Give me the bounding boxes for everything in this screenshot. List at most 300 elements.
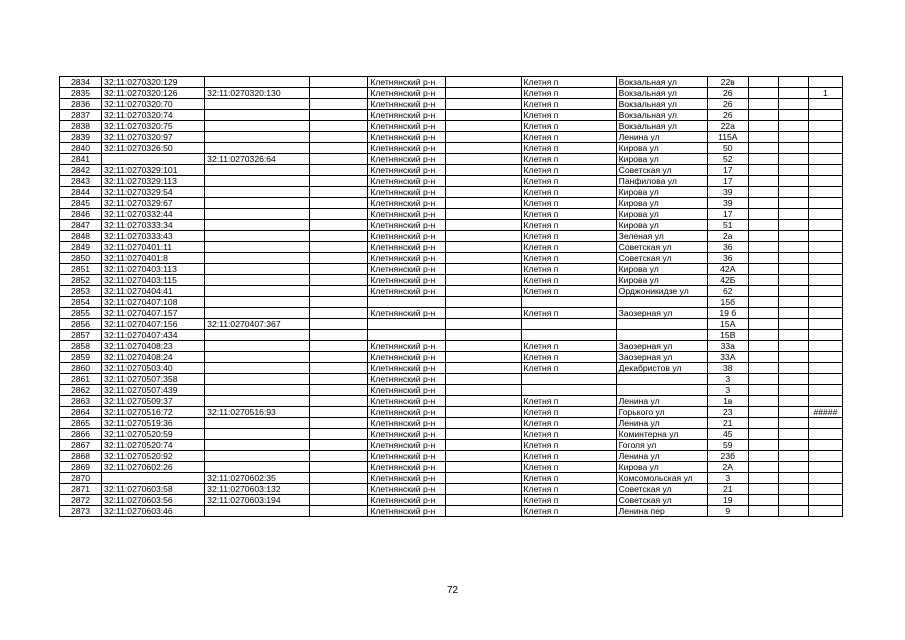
empty-cell <box>446 187 521 198</box>
row-number-cell: 2845 <box>60 198 102 209</box>
empty-cell <box>446 143 521 154</box>
empty-cell <box>778 242 808 253</box>
extra-value-cell <box>808 286 842 297</box>
house-number-cell: 42Б <box>707 275 748 286</box>
row-number-cell: 2842 <box>60 165 102 176</box>
linked-cadastral-number-cell <box>205 242 310 253</box>
street-cell <box>616 330 707 341</box>
linked-cadastral-number-cell <box>205 396 310 407</box>
district-cell: Клетнянский р-н <box>368 473 446 484</box>
empty-cell <box>778 429 808 440</box>
cadastral-number-cell: 32:11:0270404:41 <box>102 286 205 297</box>
empty-cell <box>446 264 521 275</box>
table-row <box>60 495 843 506</box>
linked-cadastral-number-cell <box>205 418 310 429</box>
empty-cell <box>748 242 778 253</box>
empty-cell <box>778 440 808 451</box>
empty-cell <box>748 319 778 330</box>
empty-cell <box>748 330 778 341</box>
empty-cell <box>778 231 808 242</box>
house-number-cell: 115А <box>707 132 748 143</box>
empty-cell <box>310 231 368 242</box>
street-cell <box>616 374 707 385</box>
house-number-cell: 33А <box>707 352 748 363</box>
table-row <box>60 88 843 99</box>
house-number-cell: 19 <box>707 495 748 506</box>
street-cell: Коминтерна ул <box>616 429 707 440</box>
empty-cell <box>310 297 368 308</box>
house-number-cell: 26 <box>707 110 748 121</box>
empty-cell <box>446 275 521 286</box>
street-cell: Заозерная ул <box>616 341 707 352</box>
row-number-cell: 2847 <box>60 220 102 231</box>
district-cell: Клетнянский р-н <box>368 165 446 176</box>
street-cell: Зеленая ул <box>616 231 707 242</box>
locality-cell: Клетня п <box>521 198 616 209</box>
extra-value-cell <box>808 330 842 341</box>
street-cell: Панфилова ул <box>616 176 707 187</box>
district-cell: Клетнянский р-н <box>368 385 446 396</box>
house-number-cell: 9 <box>707 506 748 517</box>
table-row <box>60 297 843 308</box>
district-cell: Клетнянский р-н <box>368 462 446 473</box>
cadastral-number-cell: 32:11:0270509:37 <box>102 396 205 407</box>
extra-value-cell <box>808 275 842 286</box>
row-number-cell: 2839 <box>60 132 102 143</box>
empty-cell <box>446 242 521 253</box>
empty-cell <box>446 462 521 473</box>
row-number-cell: 2856 <box>60 319 102 330</box>
cadastral-number-cell: 32:11:0270401:11 <box>102 242 205 253</box>
table-row <box>60 473 843 484</box>
cadastral-number-cell: 32:11:0270329:67 <box>102 198 205 209</box>
house-number-cell: 51 <box>707 220 748 231</box>
locality-cell: Клетня п <box>521 187 616 198</box>
house-number-cell: 36 <box>707 242 748 253</box>
linked-cadastral-number-cell <box>205 286 310 297</box>
empty-cell <box>310 330 368 341</box>
empty-cell <box>446 176 521 187</box>
table-row <box>60 275 843 286</box>
district-cell: Клетнянский р-н <box>368 451 446 462</box>
district-cell: Клетнянский р-н <box>368 99 446 110</box>
extra-value-cell <box>808 154 842 165</box>
empty-cell <box>778 187 808 198</box>
house-number-cell: 21 <box>707 418 748 429</box>
empty-cell <box>778 165 808 176</box>
extra-value-cell <box>808 143 842 154</box>
linked-cadastral-number-cell: 32:11:0270407:367 <box>205 319 310 330</box>
cadastral-number-cell: 32:11:0270320:97 <box>102 132 205 143</box>
cadastral-number-cell: 32:11:0270407:108 <box>102 297 205 308</box>
district-cell: Клетнянский р-н <box>368 363 446 374</box>
empty-cell <box>778 198 808 209</box>
locality-cell: Клетня п <box>521 264 616 275</box>
cadastral-number-cell: 32:11:0270333:34 <box>102 220 205 231</box>
street-cell: Советская ул <box>616 484 707 495</box>
street-cell: Орджоникидзе ул <box>616 286 707 297</box>
empty-cell <box>748 341 778 352</box>
empty-cell <box>310 286 368 297</box>
row-number-cell: 2858 <box>60 341 102 352</box>
street-cell: Вокзальная ул <box>616 99 707 110</box>
empty-cell <box>748 418 778 429</box>
district-cell: Клетнянский р-н <box>368 484 446 495</box>
empty-cell <box>748 396 778 407</box>
street-cell: Советская ул <box>616 253 707 264</box>
cadastral-number-cell: 32:11:0270507:439 <box>102 385 205 396</box>
locality-cell: Клетня п <box>521 352 616 363</box>
locality-cell: Клетня п <box>521 209 616 220</box>
linked-cadastral-number-cell <box>205 176 310 187</box>
row-number-cell: 2843 <box>60 176 102 187</box>
linked-cadastral-number-cell <box>205 385 310 396</box>
empty-cell <box>748 187 778 198</box>
empty-cell <box>446 451 521 462</box>
house-number-cell: 23б <box>707 451 748 462</box>
linked-cadastral-number-cell <box>205 198 310 209</box>
empty-cell <box>310 462 368 473</box>
empty-cell <box>310 440 368 451</box>
house-number-cell: 22а <box>707 121 748 132</box>
cadastral-number-cell: 32:11:0270326:50 <box>102 143 205 154</box>
empty-cell <box>446 286 521 297</box>
district-cell: Клетнянский р-н <box>368 176 446 187</box>
empty-cell <box>446 473 521 484</box>
table-row <box>60 121 843 132</box>
table-row <box>60 231 843 242</box>
street-cell: Гоголя ул <box>616 440 707 451</box>
table-row <box>60 253 843 264</box>
cadastral-number-cell: 32:11:0270407:156 <box>102 319 205 330</box>
empty-cell <box>778 286 808 297</box>
street-cell: Кирова ул <box>616 264 707 275</box>
empty-cell <box>778 264 808 275</box>
locality-cell: Клетня п <box>521 88 616 99</box>
table-row <box>60 77 843 88</box>
extra-value-cell <box>808 110 842 121</box>
row-number-cell: 2861 <box>60 374 102 385</box>
row-number-cell: 2863 <box>60 396 102 407</box>
cadastral-number-cell: 32:11:0270320:126 <box>102 88 205 99</box>
empty-cell <box>310 319 368 330</box>
district-cell: Клетнянский р-н <box>368 77 446 88</box>
empty-cell <box>748 374 778 385</box>
locality-cell: Клетня п <box>521 154 616 165</box>
row-number-cell: 2866 <box>60 429 102 440</box>
extra-value-cell <box>808 495 842 506</box>
table-row <box>60 154 843 165</box>
linked-cadastral-number-cell <box>205 429 310 440</box>
district-cell: Клетнянский р-н <box>368 418 446 429</box>
house-number-cell: 3 <box>707 374 748 385</box>
extra-value-cell <box>808 77 842 88</box>
linked-cadastral-number-cell <box>205 99 310 110</box>
linked-cadastral-number-cell <box>205 308 310 319</box>
district-cell: Клетнянский р-н <box>368 187 446 198</box>
row-number-cell: 2868 <box>60 451 102 462</box>
cadastral-number-cell <box>102 473 205 484</box>
district-cell: Клетнянский р-н <box>368 506 446 517</box>
district-cell: Клетнянский р-н <box>368 209 446 220</box>
empty-cell <box>310 341 368 352</box>
empty-cell <box>748 352 778 363</box>
locality-cell: Клетня п <box>521 407 616 418</box>
empty-cell <box>446 77 521 88</box>
linked-cadastral-number-cell: 32:11:0270326:64 <box>205 154 310 165</box>
locality-cell: Клетня п <box>521 308 616 319</box>
locality-cell: Клетня п <box>521 275 616 286</box>
linked-cadastral-number-cell <box>205 363 310 374</box>
locality-cell: Клетня п <box>521 165 616 176</box>
street-cell <box>616 319 707 330</box>
empty-cell <box>748 451 778 462</box>
cadastral-number-cell: 32:11:0270401:8 <box>102 253 205 264</box>
empty-cell <box>778 154 808 165</box>
cadastral-number-cell: 32:11:0270507:358 <box>102 374 205 385</box>
empty-cell <box>778 110 808 121</box>
empty-cell <box>748 385 778 396</box>
street-cell: Заозерная ул <box>616 308 707 319</box>
linked-cadastral-number-cell <box>205 253 310 264</box>
linked-cadastral-number-cell <box>205 209 310 220</box>
empty-cell <box>748 77 778 88</box>
cadastral-number-cell: 32:11:0270329:54 <box>102 187 205 198</box>
house-number-cell: 42А <box>707 264 748 275</box>
cadastral-number-cell: 32:11:0270602:26 <box>102 462 205 473</box>
empty-cell <box>778 308 808 319</box>
house-number-cell: 33а <box>707 341 748 352</box>
street-cell: Кирова ул <box>616 275 707 286</box>
table-row <box>60 165 843 176</box>
empty-cell <box>778 451 808 462</box>
district-cell: Клетнянский р-н <box>368 143 446 154</box>
house-number-cell: 23 <box>707 407 748 418</box>
locality-cell: Клетня п <box>521 132 616 143</box>
row-number-cell: 2849 <box>60 242 102 253</box>
house-number-cell: 1в <box>707 396 748 407</box>
row-number-cell: 2838 <box>60 121 102 132</box>
table-row <box>60 341 843 352</box>
empty-cell <box>778 220 808 231</box>
street-cell: Кирова ул <box>616 198 707 209</box>
district-cell: Клетнянский р-н <box>368 352 446 363</box>
empty-cell <box>778 275 808 286</box>
linked-cadastral-number-cell <box>205 121 310 132</box>
district-cell: Клетнянский р-н <box>368 264 446 275</box>
row-number-cell: 2848 <box>60 231 102 242</box>
street-cell: Вокзальная ул <box>616 121 707 132</box>
extra-value-cell <box>808 121 842 132</box>
extra-value-cell <box>808 198 842 209</box>
empty-cell <box>748 209 778 220</box>
empty-cell <box>446 308 521 319</box>
house-number-cell: 2А <box>707 462 748 473</box>
extra-value-cell <box>808 99 842 110</box>
district-cell: Клетнянский р-н <box>368 495 446 506</box>
empty-cell <box>446 407 521 418</box>
house-number-cell: 3 <box>707 473 748 484</box>
extra-value-cell <box>808 396 842 407</box>
table-row <box>60 308 843 319</box>
house-number-cell: 50 <box>707 143 748 154</box>
locality-cell: Клетня п <box>521 242 616 253</box>
empty-cell <box>446 110 521 121</box>
cadastral-number-cell: 32:11:0270333:43 <box>102 231 205 242</box>
empty-cell <box>778 352 808 363</box>
empty-cell <box>446 121 521 132</box>
locality-cell: Клетня п <box>521 429 616 440</box>
locality-cell: Клетня п <box>521 143 616 154</box>
linked-cadastral-number-cell: 32:11:0270602:35 <box>205 473 310 484</box>
street-cell: Вокзальная ул <box>616 88 707 99</box>
empty-cell <box>748 220 778 231</box>
empty-cell <box>446 231 521 242</box>
district-cell: Клетнянский р-н <box>368 88 446 99</box>
empty-cell <box>446 506 521 517</box>
extra-value-cell <box>808 319 842 330</box>
cadastral-number-cell: 32:11:0270520:59 <box>102 429 205 440</box>
cadastral-number-cell: 32:11:0270408:23 <box>102 341 205 352</box>
cadastral-number-cell: 32:11:0270320:129 <box>102 77 205 88</box>
empty-cell <box>310 220 368 231</box>
house-number-cell: 36 <box>707 253 748 264</box>
linked-cadastral-number-cell <box>205 264 310 275</box>
house-number-cell: 59 <box>707 440 748 451</box>
district-cell: Клетнянский р-н <box>368 242 446 253</box>
district-cell: Клетнянский р-н <box>368 220 446 231</box>
empty-cell <box>310 308 368 319</box>
empty-cell <box>310 275 368 286</box>
district-cell: Клетнянский р-н <box>368 429 446 440</box>
row-number-cell: 2870 <box>60 473 102 484</box>
house-number-cell: 2а <box>707 231 748 242</box>
street-cell: Советская ул <box>616 165 707 176</box>
empty-cell <box>446 319 521 330</box>
row-number-cell: 2865 <box>60 418 102 429</box>
street-cell: Ленина ул <box>616 396 707 407</box>
locality-cell: Клетня п <box>521 341 616 352</box>
property-register-table <box>59 76 843 517</box>
empty-cell <box>778 121 808 132</box>
extra-value-cell <box>808 253 842 264</box>
street-cell: Кирова ул <box>616 187 707 198</box>
house-number-cell: 3 <box>707 385 748 396</box>
empty-cell <box>748 176 778 187</box>
linked-cadastral-number-cell <box>205 231 310 242</box>
empty-cell <box>446 209 521 220</box>
locality-cell: Клетня п <box>521 451 616 462</box>
row-number-cell: 2857 <box>60 330 102 341</box>
empty-cell <box>748 297 778 308</box>
row-number-cell: 2853 <box>60 286 102 297</box>
empty-cell <box>748 484 778 495</box>
extra-value-cell <box>808 209 842 220</box>
empty-cell <box>748 286 778 297</box>
empty-cell <box>778 462 808 473</box>
empty-cell <box>446 88 521 99</box>
row-number-cell: 2855 <box>60 308 102 319</box>
house-number-cell: 26 <box>707 88 748 99</box>
empty-cell <box>748 462 778 473</box>
street-cell: Декабристов ул <box>616 363 707 374</box>
linked-cadastral-number-cell <box>205 275 310 286</box>
extra-value-cell <box>808 165 842 176</box>
street-cell: Ленина ул <box>616 132 707 143</box>
district-cell: Клетнянский р-н <box>368 308 446 319</box>
empty-cell <box>446 198 521 209</box>
empty-cell <box>310 154 368 165</box>
district-cell: Клетнянский р-н <box>368 275 446 286</box>
locality-cell: Клетня п <box>521 99 616 110</box>
street-cell: Кирова ул <box>616 209 707 220</box>
extra-value-cell <box>808 473 842 484</box>
extra-value-cell <box>808 220 842 231</box>
extra-value-cell <box>808 308 842 319</box>
extra-value-cell <box>808 363 842 374</box>
street-cell: Кирова ул <box>616 154 707 165</box>
empty-cell <box>778 88 808 99</box>
empty-cell <box>778 330 808 341</box>
empty-cell <box>446 484 521 495</box>
table-row <box>60 242 843 253</box>
table-row <box>60 363 843 374</box>
extra-value-cell <box>808 231 842 242</box>
table-row <box>60 143 843 154</box>
locality-cell <box>521 319 616 330</box>
empty-cell <box>778 77 808 88</box>
cadastral-number-cell <box>102 154 205 165</box>
district-cell: Клетнянский р-н <box>368 231 446 242</box>
empty-cell <box>446 418 521 429</box>
extra-value-cell <box>808 352 842 363</box>
linked-cadastral-number-cell: 32:11:0270603:132 <box>205 484 310 495</box>
locality-cell: Клетня п <box>521 495 616 506</box>
empty-cell <box>446 385 521 396</box>
row-number-cell: 2846 <box>60 209 102 220</box>
linked-cadastral-number-cell <box>205 374 310 385</box>
empty-cell <box>310 99 368 110</box>
empty-cell <box>310 407 368 418</box>
empty-cell <box>778 132 808 143</box>
empty-cell <box>446 297 521 308</box>
cadastral-number-cell: 32:11:0270320:70 <box>102 99 205 110</box>
empty-cell <box>446 154 521 165</box>
district-cell <box>368 319 446 330</box>
empty-cell <box>778 143 808 154</box>
empty-cell <box>748 110 778 121</box>
linked-cadastral-number-cell <box>205 506 310 517</box>
empty-cell <box>446 165 521 176</box>
house-number-cell: 17 <box>707 165 748 176</box>
empty-cell <box>778 209 808 220</box>
empty-cell <box>748 165 778 176</box>
locality-cell: Клетня п <box>521 231 616 242</box>
empty-cell <box>748 429 778 440</box>
linked-cadastral-number-cell <box>205 77 310 88</box>
empty-cell <box>310 385 368 396</box>
empty-cell <box>310 176 368 187</box>
extra-value-cell <box>808 418 842 429</box>
street-cell: Комсомольская ул <box>616 473 707 484</box>
street-cell: Советская ул <box>616 242 707 253</box>
empty-cell <box>310 253 368 264</box>
row-number-cell: 2872 <box>60 495 102 506</box>
street-cell: Кирова ул <box>616 143 707 154</box>
house-number-cell: 52 <box>707 154 748 165</box>
empty-cell <box>778 396 808 407</box>
locality-cell <box>521 297 616 308</box>
